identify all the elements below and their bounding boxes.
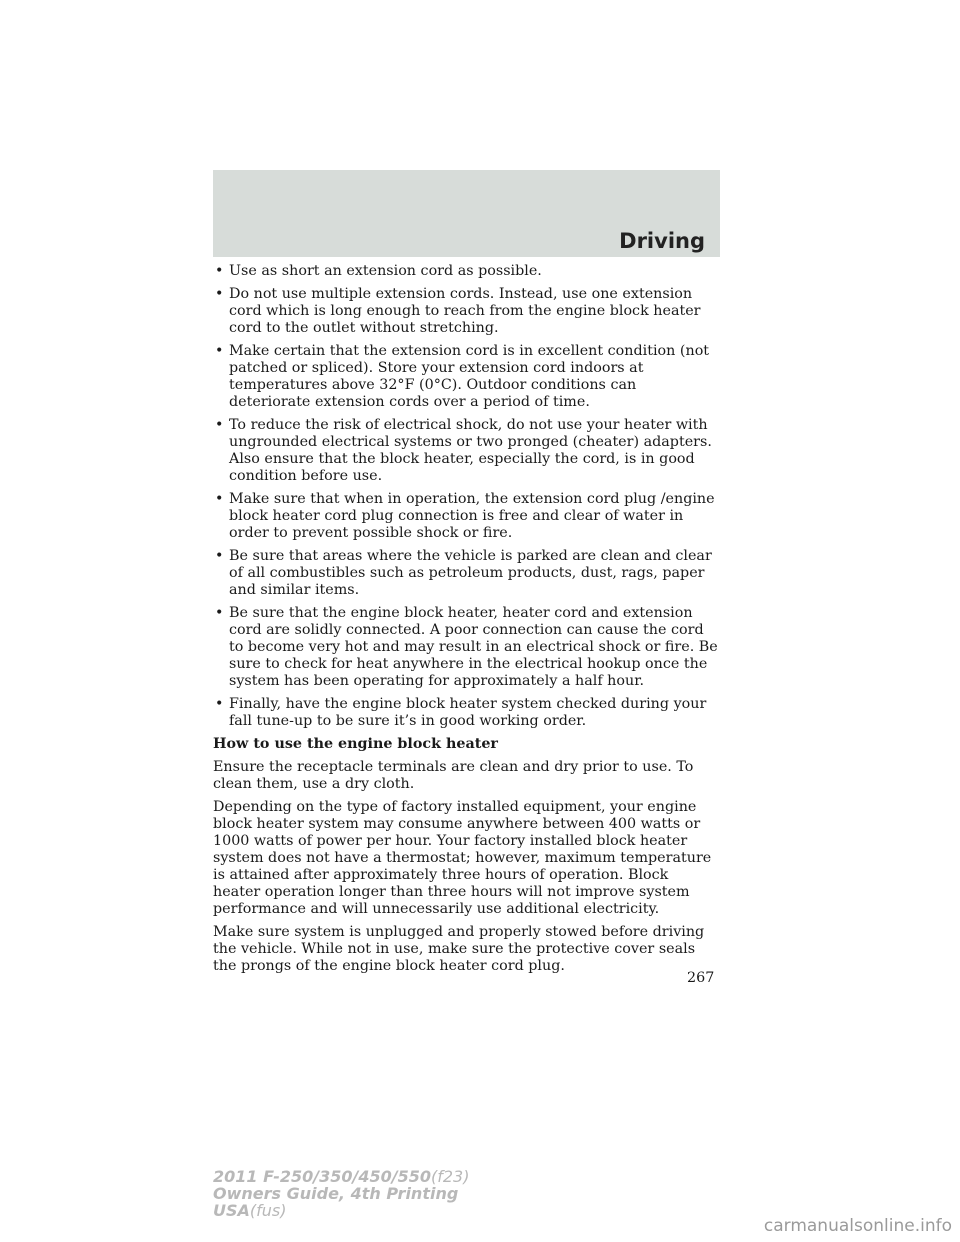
page-content (213, 263, 720, 981)
bullet-icon: • (215, 605, 224, 621)
list-item: • Be sure that the engine block heater, heater cord and extension cord are solidly connected. A poor connection can cause the cord to become very hot and may result in an electrical shock or fire. Be sure to check for heat anywhere in the electrical hookup once the system has been operating for approximately a half hour. (215, 605, 718, 689)
bullet-icon: • (215, 263, 224, 279)
bullet-list (213, 263, 720, 730)
section-title: Driving (619, 229, 705, 253)
bullet-icon: • (215, 491, 224, 507)
bullet-icon: • (215, 417, 224, 433)
bullet-icon: • (215, 696, 224, 712)
list-item: • Do not use multiple extension cords. Instead, use one extension cord which is long enough to reach from the engine block heater cord to the outlet without stretching. (215, 286, 701, 336)
page-number: 267 (687, 970, 715, 986)
section-header-band (213, 170, 720, 257)
bullet-icon: • (215, 343, 224, 359)
paragraph: Make sure system is unplugged and properly stowed before driving the vehicle. While not in use, make sure the protective cover seals the prongs of the engine block heater cord plug. (213, 924, 705, 974)
list-item: • Finally, have the engine block heater system checked during your fall tune-up to be sure it’s in good working order. (215, 696, 707, 729)
list-item: • Make sure that when in operation, the extension cord plug /engine block heater cord plug connection is free and clear of water in order to prevent possible shock or fire. (215, 491, 715, 541)
list-item: • Make certain that the extension cord is in excellent condition (not patched or spliced). Store your extension cord indoors at temperatures above 32°F (0°C). Outdoor conditions can deteriorate extension cords over a period of time. (215, 343, 710, 410)
document-footer (213, 1168, 469, 1219)
list-item: • To reduce the risk of electrical shock, do not use your heater with ungrounded electrical systems or two pronged (cheater) adapters. Also ensure that the block heater, especially the cord, is in good condition before use. (215, 417, 712, 484)
list-item: • Be sure that areas where the vehicle is parked are clean and clear of all combustibles such as petroleum products, dust, rags, paper and similar items. (215, 548, 712, 598)
bullet-icon: • (215, 286, 224, 302)
subheading: How to use the engine block heater (213, 736, 498, 752)
footer-line-model: 2011 F-250/350/450/550(f23) (213, 1167, 470, 1186)
bullet-icon: • (215, 548, 224, 564)
paragraph: Depending on the type of factory installed equipment, your engine block heater system may consume anywhere between 400 watts or 1000 watts of power per hour. Your factory installed block heater system does not have a thermostat; however, maximum temperature is attained after approximately three hours of operation. Block heater operation longer than three hours will not improve system performance and will unnecessarily use additional electricity. (213, 799, 712, 917)
watermark: carmanualsonline.info (763, 1216, 952, 1236)
list-item: • Use as short an extension cord as possible. (215, 263, 542, 279)
footer-line-edition: Owners Guide, 4th Printing (213, 1184, 459, 1203)
paragraph: Ensure the receptacle terminals are clean and dry prior to use. To clean them, use a dry cloth. (213, 759, 694, 792)
footer-line-region: USA(fus) (213, 1201, 287, 1220)
